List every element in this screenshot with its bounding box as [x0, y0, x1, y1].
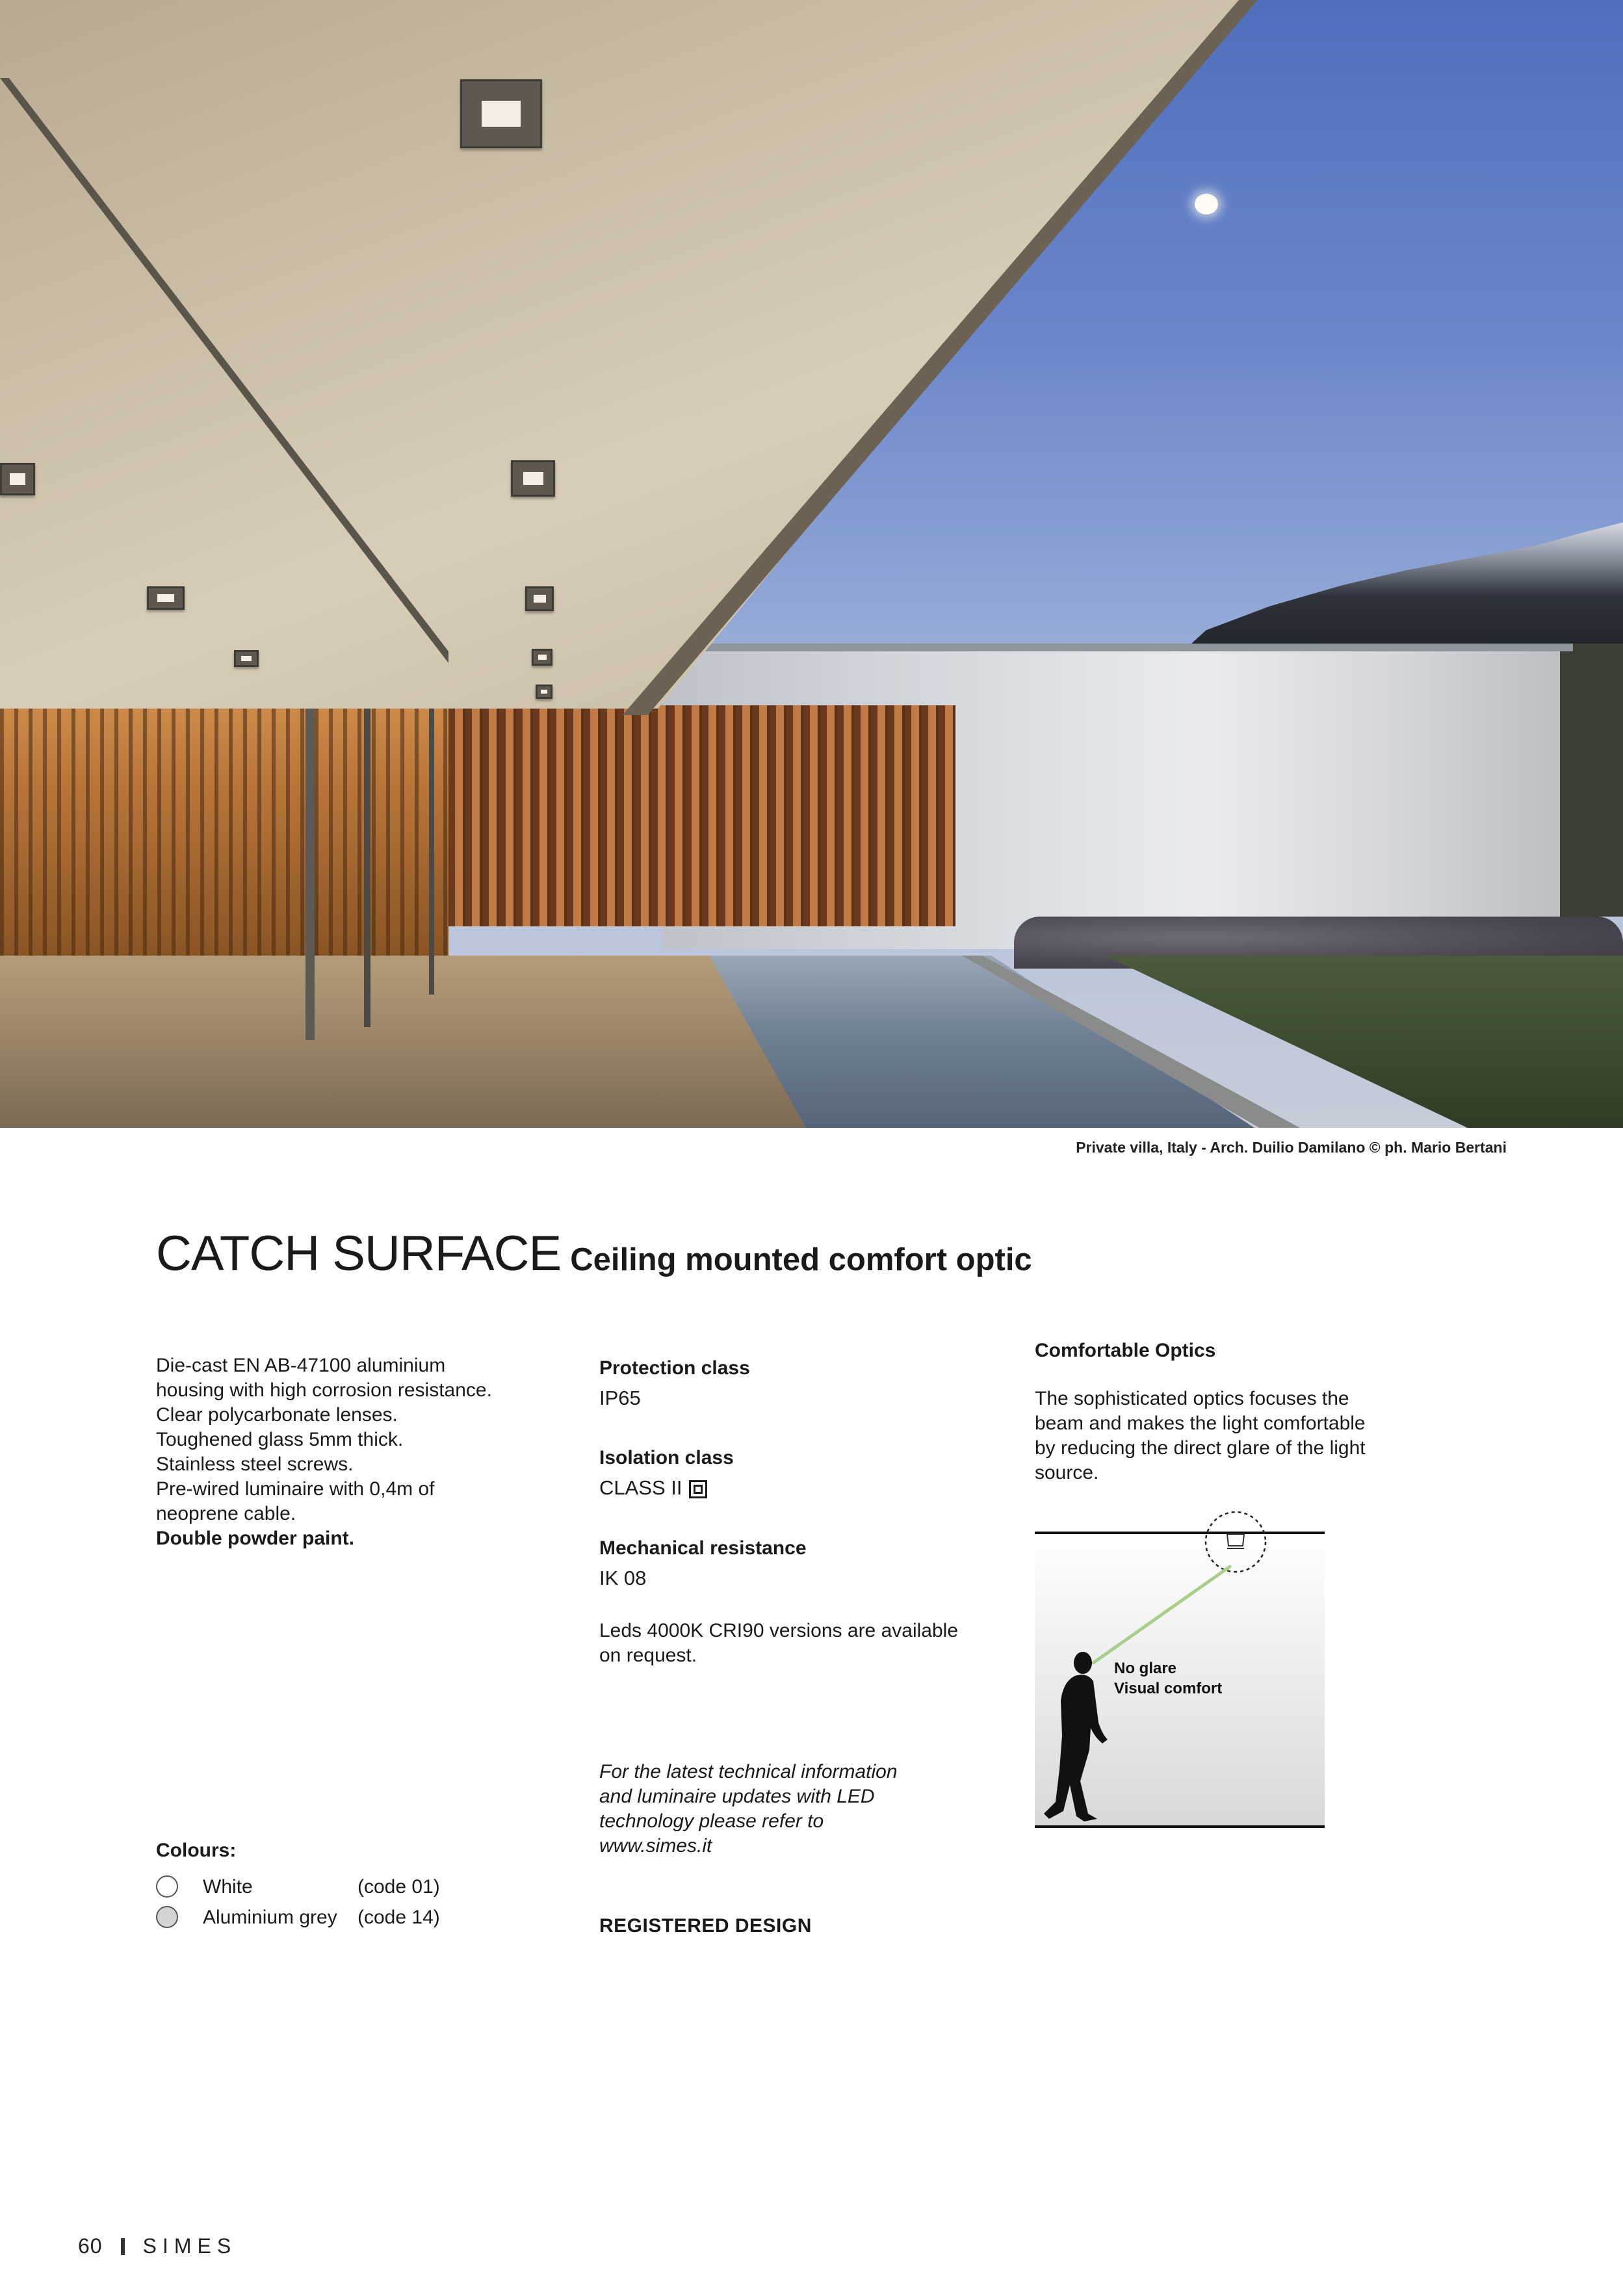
optics-line: beam and makes the light comfortable — [1035, 1413, 1366, 1434]
ceiling-fixture — [460, 79, 542, 148]
latest-info-line: For the latest technical information — [599, 1761, 898, 1782]
description-line: Clear polycarbonate lenses. — [156, 1404, 398, 1426]
latest-info-line: and luminaire updates with LED — [599, 1786, 875, 1807]
isolation-class-value — [599, 1475, 707, 1501]
ceiling-fixture — [511, 460, 555, 497]
comfortable-optics-label: Comfortable Optics — [1035, 1340, 1216, 1361]
colour-swatch — [156, 1875, 178, 1898]
colours-label: Colours: — [156, 1840, 237, 1861]
ceiling-fixture — [532, 649, 552, 666]
description-line: housing with high corrosion resistance. — [156, 1379, 492, 1401]
protection-class-label: Protection class — [599, 1357, 750, 1379]
description-line: Stainless steel screws. — [156, 1454, 354, 1475]
photo-terrace-floor — [0, 956, 806, 1128]
product-title — [156, 1225, 1032, 1282]
photo-caption: Private villa, Italy - Arch. Duilio Damilano © ph. Mario Bertani — [1076, 1139, 1507, 1156]
page-footer — [78, 2234, 237, 2258]
description-line: Pre-wired luminaire with 0,4m of — [156, 1478, 435, 1500]
registered-design: REGISTERED DESIGN — [599, 1915, 812, 1937]
optics-line: The sophisticated optics focuses the — [1035, 1388, 1349, 1409]
isolation-class-label: Isolation class — [599, 1447, 734, 1468]
ceiling-fixture — [147, 586, 185, 610]
description-line: Die-cast EN AB-47100 aluminium — [156, 1355, 446, 1376]
leds-note — [599, 1619, 1002, 1668]
protection-class-value: IP65 — [599, 1387, 641, 1409]
hero-photo — [0, 0, 1623, 1128]
photo-wall-coping — [663, 644, 1573, 651]
class-ii-double-square-icon — [689, 1480, 707, 1498]
photo-wooden-screen — [448, 705, 955, 926]
footer-separator — [121, 2238, 125, 2255]
ceiling-fixture — [536, 685, 552, 699]
description-emphasis: Double powder paint. — [156, 1528, 354, 1549]
ceiling-fixture — [525, 586, 554, 611]
colour-name: Aluminium grey — [203, 1907, 337, 1928]
ceiling-fixture — [234, 650, 259, 667]
product-name: CATCH SURFACE — [156, 1226, 562, 1281]
description-line: Toughened glass 5mm thick. — [156, 1429, 404, 1450]
mechanical-resistance-label: Mechanical resistance — [599, 1537, 807, 1559]
optics-line: by reducing the direct glare of the light — [1035, 1437, 1366, 1459]
optics-line: source. — [1035, 1462, 1099, 1483]
diagram-label-no-glare: No glare — [1114, 1660, 1177, 1677]
website-link[interactable]: www.simes.it — [599, 1835, 712, 1857]
leds-note-line: on request. — [599, 1645, 697, 1666]
colour-code: (code 14) — [357, 1907, 440, 1928]
diagram-label-visual-comfort: Visual comfort — [1114, 1680, 1223, 1697]
colour-code: (code 01) — [357, 1876, 440, 1898]
glare-diagram — [1035, 1508, 1327, 1833]
brand-name: SIMES — [142, 2234, 237, 2258]
ceiling-fixture — [0, 463, 35, 495]
diagram-luminaire-icon — [1227, 1534, 1244, 1546]
isolation-class-text: CLASS II — [599, 1476, 682, 1499]
colour-swatch — [156, 1906, 178, 1928]
latest-info-note — [599, 1760, 1002, 1859]
comfortable-optics-text — [1035, 1387, 1399, 1485]
description-line: neoprene cable. — [156, 1503, 296, 1524]
page-number: 60 — [78, 2234, 103, 2258]
colour-name: White — [203, 1876, 253, 1898]
product-description — [156, 1353, 546, 1551]
product-subtitle: Ceiling mounted comfort optic — [570, 1242, 1032, 1277]
latest-info-line: technology please refer to — [599, 1810, 824, 1832]
leds-note-line: Leds 4000K CRI90 versions are available — [599, 1620, 958, 1641]
photo-moon — [1195, 194, 1218, 215]
mechanical-resistance-value: IK 08 — [599, 1567, 647, 1589]
